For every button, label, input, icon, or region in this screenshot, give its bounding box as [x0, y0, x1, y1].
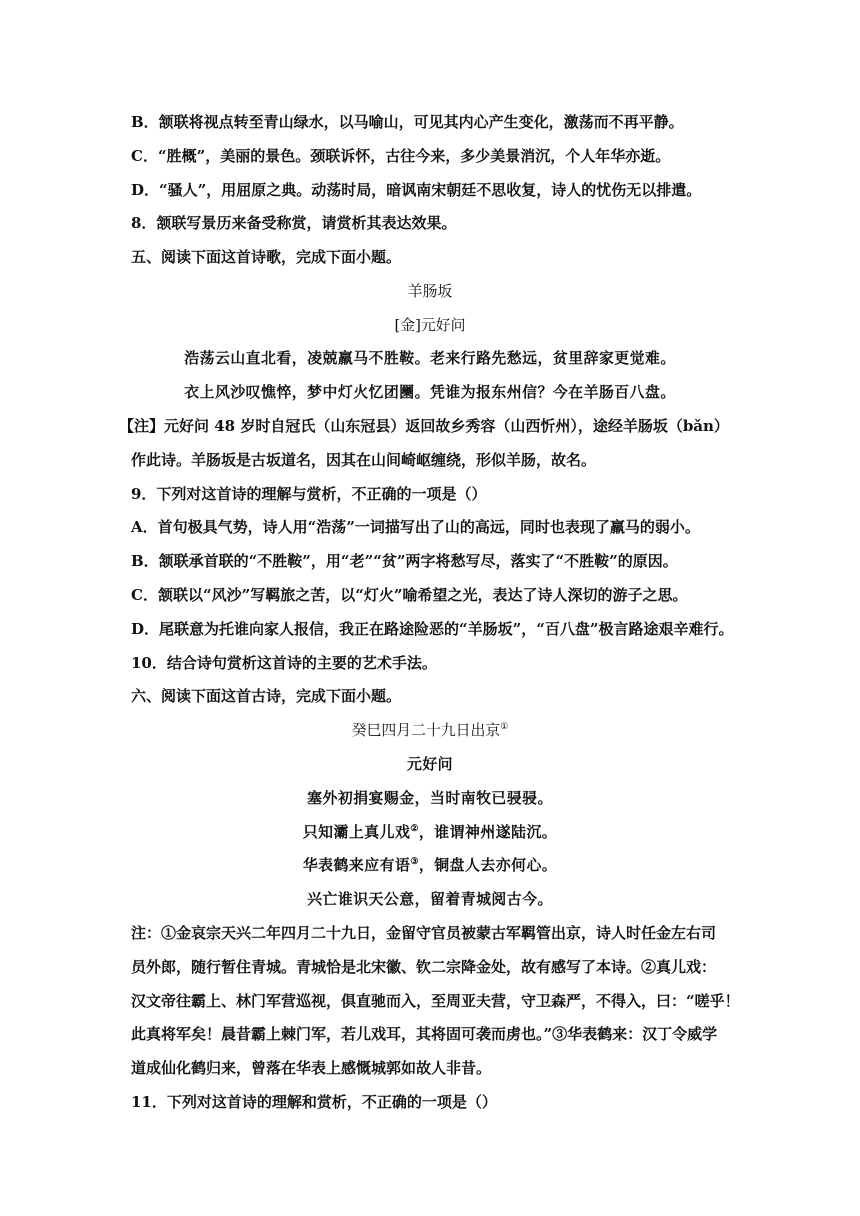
poem-2-note-line-1: 注：①金哀宗天兴二年四月二十九日，金留守官员被蒙古军羁管出京，诗人时任金左右司 [131, 924, 717, 942]
poem-1-note-line-2: 作此诗。羊肠坂是古坂道名，因其在山间崎岖缠绕，形似羊肠，故名。 [131, 451, 597, 469]
poem-2-line-3-b: ，铜盘人去亦何心。 [418, 856, 558, 874]
q7-option-c: C．“胜概”，美丽的景色。颈联诉怀，古往今来，多少美景消沉，个人年华亦逝。 [131, 147, 671, 165]
poem-1-note-line-1: 【注】元好问 48 岁时自冠氏（山东冠县）返回故乡秀容（山西忻州），途经羊肠坂（bǎn） [119, 417, 729, 435]
poem-2-line-1: 塞外初捐宴赐金，当时南牧已骎骎。 [307, 789, 553, 807]
poem-2-note-line-5: 道成仙化鹤归来，曾落在华表上感慨城郭如故人非昔。 [131, 1059, 492, 1077]
poem-2-line-3-a: 华表鹤来应有语 [302, 856, 411, 874]
poem-2-note-line-4: 此真将军矣！晨昔霸上棘门军，若儿戏耳，其将固可袭而虏也。”③华表鹤来：汉丁令威学 [131, 1025, 718, 1043]
poem-2-line-3 [0, 855, 860, 875]
poem-2-note-line-3: 汉文帝往霸上、林门军营巡视，俱直驰而入，至周亚夫营，守卫森严，不得入，曰：“嗟乎！ [131, 992, 740, 1010]
poem-1-title: 羊肠坂 [407, 282, 453, 300]
poem-2-line-2 [0, 822, 860, 842]
poem-1-author: [金]元好问 [394, 316, 466, 334]
q9-option-b: B．颔联承首联的“不胜鞍”，用“老”“贫”两字将愁写尽，落实了“不胜鞍”的原因。 [131, 552, 678, 570]
q9-option-d: D．尾联意为托谁向家人报信，我正在路途险恶的“羊肠坂”，“百八盘”极言路途艰辛难行。 [131, 620, 734, 638]
footnote-marker-2: ② [410, 824, 419, 835]
q7-option-b: B．颔联将视点转至青山绿水，以马喻山，可见其内心产生变化，激荡而不再平静。 [131, 113, 684, 131]
section-6-heading: 六、阅读下面这首古诗，完成下面小题。 [131, 687, 402, 705]
q9-option-a: A．首句极具气势，诗人用“浩荡”一词描写出了山的高远，同时也表现了羸马的弱小。 [131, 518, 700, 536]
q7-option-d: D．“骚人”，用屈原之典。动荡时局，暗讽南宋朝廷不思收复，诗人的忧伤无以排遣。 [131, 181, 702, 199]
question-11: 11．下列对这首诗的理解和赏析，不正确的一项是（） [131, 1093, 497, 1111]
section-5-heading: 五、阅读下面这首诗歌，完成下面小题。 [131, 248, 402, 266]
poem-1-line-1: 浩荡云山直北看，凌兢羸马不胜鞍。老来行路先愁远，贫里辞家更觉难。 [184, 349, 676, 367]
poem-2-line-2-b: ，谁谓神州遂陆沉。 [418, 823, 558, 841]
poem-1-line-2: 衣上风沙叹憔悴，梦中灯火忆团圞。凭谁为报东州信？今在羊肠百八盘。 [184, 383, 676, 401]
poem-2-author: 元好问 [406, 755, 454, 773]
q9-option-c: C．颔联以“风沙”写羁旅之苦，以“灯火”喻希望之光，表达了诗人深切的游子之思。 [131, 586, 688, 604]
poem-2-line-2-a: 只知灞上真儿戏 [302, 823, 411, 841]
question-8: 8．颔联写景历来备受称赏，请赏析其表达效果。 [131, 214, 457, 232]
poem-2-title [0, 720, 860, 740]
question-9: 9．下列对这首诗的理解与赏析，不正确的一项是（） [131, 485, 487, 503]
question-10: 10．结合诗句赏析这首诗的主要的艺术手法。 [131, 654, 437, 672]
poem-2-title-text: 癸巳四月二十九日出京 [351, 721, 501, 739]
footnote-marker-1: ① [500, 722, 509, 733]
poem-2-note-line-2: 员外郎，随行暂住青城。青城恰是北宋徽、钦二宗降金处，故有感写了本诗。②真儿戏： [131, 958, 717, 976]
footnote-marker-3: ③ [410, 857, 419, 868]
poem-2-line-4: 兴亡谁识天公意，留着青城阅古今。 [307, 890, 553, 908]
